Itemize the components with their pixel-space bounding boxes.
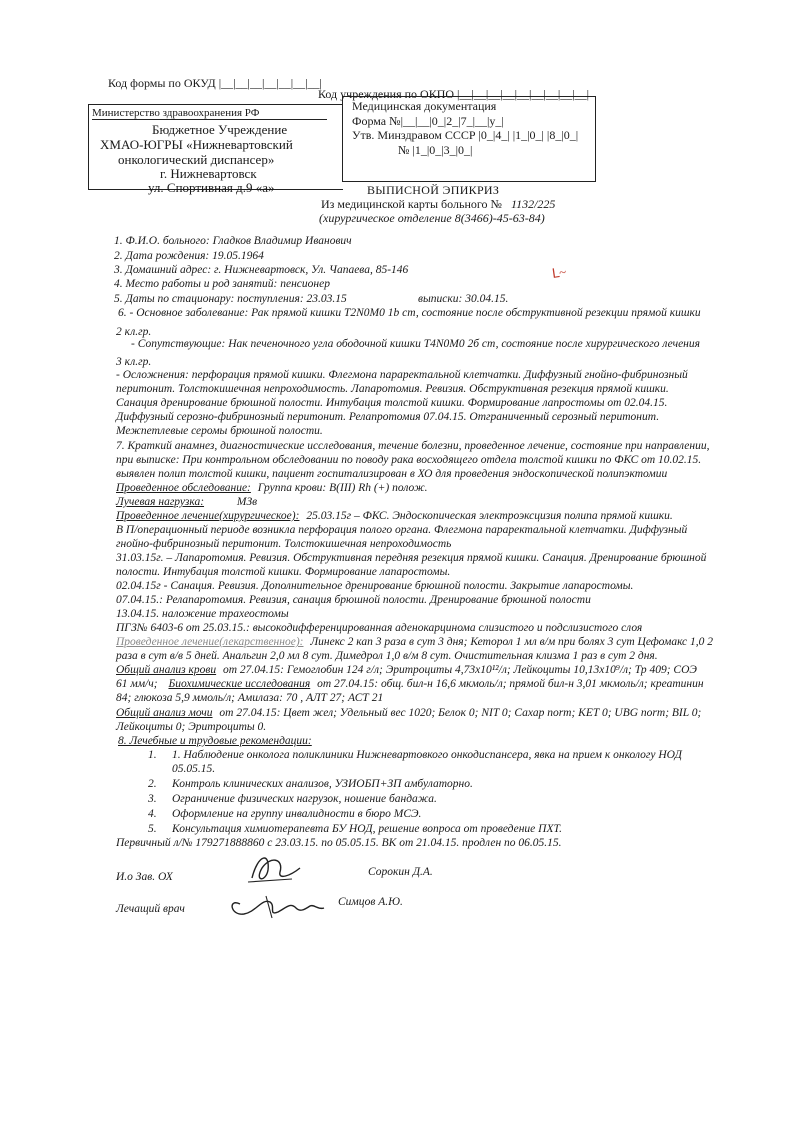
- drugs-line-2: раза в сут в/в 5 дней. Анальгин 2,0 мл 8 сут. Димедрол 1,0 в/м 8 сут. Очистительная клизма 1 раз в сут 2 дня.: [116, 650, 658, 662]
- sick-leave-line: Первичный л/№ 179271888860 с 23.03.15. по 05.05.15. ВК от 21.04.15. продлен по 06.05.15.: [116, 837, 562, 849]
- doctor-signature: [226, 888, 336, 922]
- concomitant-text: - Сопутствующие: Нак печеночного угла ободочной кишки T4N0M0 2б ст, состояние после хирургического лечения: [131, 338, 700, 350]
- surgery-line-3: гнойно-фибринозный перитонит. Толстокишечная непроходимость: [116, 538, 452, 550]
- exam-value: Группа крови: B(III) Rh (+) полож.: [257, 482, 428, 494]
- blood-value: от 27.04.15: Гемоглобин 124 г/л; Эритроциты 4,73х10¹²/л; Лейкоциты 10,13х10⁹/л; Тр 409; СОЭ: [222, 664, 697, 676]
- doctor-name: Симцов А.Ю.: [338, 896, 403, 908]
- rec-num-2: 2.: [148, 778, 157, 790]
- surgery-line-2: В П/операционный периоде возникла перфорация полого органа. Флегмона параректальной клетчатки. Диффузный: [116, 524, 688, 536]
- institution-line-5: ул. Спортивная д.9 «а»: [148, 180, 275, 195]
- rec-num-3: 3.: [148, 793, 157, 805]
- anamnesis-line-2: при выписке: При контрольном обследовании по поводу рака восходящего отдела толстой кишки по ФКС от 10.02.15.: [116, 454, 702, 466]
- patient-work: 4. Место работы и род занятий: пенсионер: [114, 278, 330, 290]
- rec-num-4: 4.: [148, 808, 157, 820]
- institution-line-1: Бюджетное Учреждение: [152, 122, 288, 137]
- complications-line-1: - Осложнения: перфорация прямой кишки. Флегмона параректальной клетчатки. Диффузный гнойно-фибринозный: [116, 369, 688, 381]
- surgery-line-4: 31.03.15г. – Лапаротомия. Ревизия. Обструктивная передняя резекция прямой кишки. Санация. Дренирование брюшной: [116, 552, 707, 564]
- head-signature: [240, 848, 310, 888]
- rec-num-1: 1.: [148, 749, 157, 761]
- recommendations-label: 8. Лечебные и трудовые рекомендации:: [118, 735, 312, 747]
- complications-line-3: Санация дренирование брюшной полости. Интубация толстой кишки. Формирование лапростомы от 02.04.15.: [116, 397, 668, 409]
- discharge-date: выписки: 30.04.15.: [418, 293, 509, 305]
- surgery-line-5: полости. Интубация толстой кишки. Формирование лапаростомы.: [116, 566, 451, 578]
- med-doc-number: № |1_|0_|3_|0_|: [398, 143, 473, 157]
- exam-line: [116, 482, 428, 494]
- blood-label: Общий анализ крови: [116, 664, 217, 676]
- red-scribble: ᒪ~: [550, 264, 568, 281]
- urine-line: [116, 707, 701, 719]
- doctor-role: Лечащий врач: [116, 903, 185, 915]
- rec-text-1: 1. Наблюдение онколога поликлиники Нижневартовкого онкодиспансера, явка на прием к онкологу НОД: [172, 749, 683, 761]
- biochem-prefix: 61 мм/ч;: [116, 678, 158, 690]
- institution-line-3: онкологический диспансер»: [118, 152, 275, 167]
- histology-line: ПГЗ№ 6403-6 от 25.03.15.: высокодифференцированная аденокарцинома слизистого и подслизистого слоя: [116, 622, 643, 634]
- med-doc-line-1: Медицинская документация: [352, 99, 497, 113]
- main-diagnosis-cont: 2 кл.гр.: [116, 326, 152, 338]
- biochem-line: [116, 678, 704, 690]
- anamnesis-line-3: выявлен полип толстой кишки, пациент госпитализирован в ХО для проведения эндоскопической полипэктомии: [116, 468, 668, 480]
- surgery-line-8: 13.04.15. наложение трахеостомы: [116, 608, 289, 620]
- document-title: ВЫПИСНОЙ ЭПИКРИЗ: [367, 183, 500, 197]
- drugs-first: Линекс 2 кап 3 раза в сут 3 дня; Кеторол 1 мл в/м при болях 3 сут Цефомакс 1,0 2: [310, 636, 713, 648]
- card-label: Из медицинской карты больного №: [321, 197, 502, 211]
- blood-line: [116, 664, 697, 676]
- surgery-first: 25.03.15г – ФКС. Эндоскопическая электроэксцизия полипа прямой кишки.: [306, 510, 673, 522]
- radiation-label: Лучевая нагрузка:: [116, 496, 205, 508]
- exam-label: Проведенное обследование:: [116, 482, 251, 494]
- rec-text-1-cont: 05.05.15.: [172, 763, 216, 775]
- hospital-dates: 5. Даты по стационару: поступления: 23.03.15: [114, 293, 347, 305]
- rec-num-5: 5.: [148, 823, 157, 835]
- surgery-line-6: 02.04.15г - Санация. Ревизия. Дополнительное дренирование брюшной полости. Закрытие лапаростомы.: [116, 580, 634, 592]
- institution-line-4: г. Нижневартовск: [160, 166, 257, 181]
- card-number-label: [321, 197, 555, 212]
- head-role: И.о Зав. ОХ: [116, 871, 173, 883]
- anamnesis-line-1: 7. Краткий анамнез, диагностические исследования, течение болезни, проведенное лечение, состояние при направлении,: [116, 440, 710, 452]
- biochem-label: Биохимические исследования: [168, 678, 311, 690]
- rec-text-3: Ограничение физических нагрузок, ношение бандажа.: [172, 793, 437, 805]
- complications-line-4: Диффузный серозно-фибринозный перитонит. Релапротомия 07.04.15. Отграниченный серозный перитонит.: [116, 411, 660, 423]
- okpo-code: Код учреждения по ОКПО |__|__|__|__|__|__|__|__|__|: [318, 87, 590, 101]
- concomitant-diagnosis: [131, 338, 700, 350]
- radiation-line: [116, 496, 257, 508]
- institution-line-2: ХМАО-ЮГРЫ «Нижневартовский: [100, 137, 293, 152]
- rec-text-2: Контроль клинических анализов, УЗИОБП+ЗП амбулаторно.: [172, 778, 473, 790]
- surgery-label: Проведенное лечение(хирургическое):: [116, 510, 300, 522]
- complications-line-2: перитонит. Толстокишечная непроходимость. Лапаротомия. Ревизия. Обструктивная резекция прямой кишки.: [116, 383, 669, 395]
- card-number: 1132/225: [510, 197, 556, 211]
- okud-code: Код формы по ОКУД |__|__|__|__|__|__|__|: [108, 76, 322, 90]
- ministry-label: Министерство здравоохранения РФ: [92, 107, 327, 120]
- main-diagnosis: 6. - Основное заболевание: Рак прямой кишки T2N0M0 1b ст, состояние после обструктивной резекции прямой кишки: [118, 307, 701, 319]
- complications-line-5: Межпетлевые серомы брюшной полости.: [116, 425, 323, 437]
- urine-value: от 27.04.15: Цвет жел; Удельный вес 1020; Белок 0; NIT 0; Сахар norm; KET 0; UBG norm; BIL 0;: [219, 707, 702, 719]
- urine-line-2: Лейкоциты 0; Эритроциты 0.: [116, 721, 267, 733]
- department-line: (хирургическое отделение 8(3466)-45-63-84): [319, 211, 545, 225]
- patient-address: 3. Домашний адрес: г. Нижневартовск, Ул. Чапаева, 85-146: [114, 264, 409, 276]
- rec-text-4: Оформление на группу инвалидности в бюро МСЭ.: [172, 808, 422, 820]
- drugs-line-1: [116, 636, 713, 648]
- surgery-line-1: [116, 510, 673, 522]
- patient-dob: 2. Дата рождения: 19.05.1964: [114, 250, 264, 262]
- urine-label: Общий анализ мочи: [116, 707, 213, 719]
- head-name: Сорокин Д.А.: [368, 866, 433, 878]
- patient-fio: 1. Ф.И.О. больного: Гладков Владимир Иванович: [114, 235, 352, 247]
- biochem-value: от 27.04.15: общ. бил-н 16,6 мкмоль/л; прямой бил-н 3,01 мкмоль/л; креатинин: [317, 678, 704, 690]
- med-doc-approved: Утв. Минздравом СССР |0_|4_| |1_|0_| |8_|0_|: [352, 128, 579, 142]
- rec-text-5: Консультация химиотерапевта БУ НОД, решение вопроса от проведение ПХТ.: [172, 823, 563, 835]
- biochem-line-2: 84; глюкоза 5,9 ммоль/л; Амилаза: 70 , АЛТ 27; АСТ 21: [116, 692, 384, 704]
- med-doc-form: Форма №|__|__|0_|2_|7_|__|у_|: [352, 114, 504, 128]
- radiation-value: МЗв: [236, 496, 258, 508]
- surgery-line-7: 07.04.15.: Релапаротомия. Ревизия, санация брюшной полости. Дренирование брюшной полости: [116, 594, 591, 606]
- drugs-label: Проведенное лечение(лекарственное):: [116, 636, 304, 648]
- concomitant-cont: 3 кл.гр.: [116, 356, 152, 368]
